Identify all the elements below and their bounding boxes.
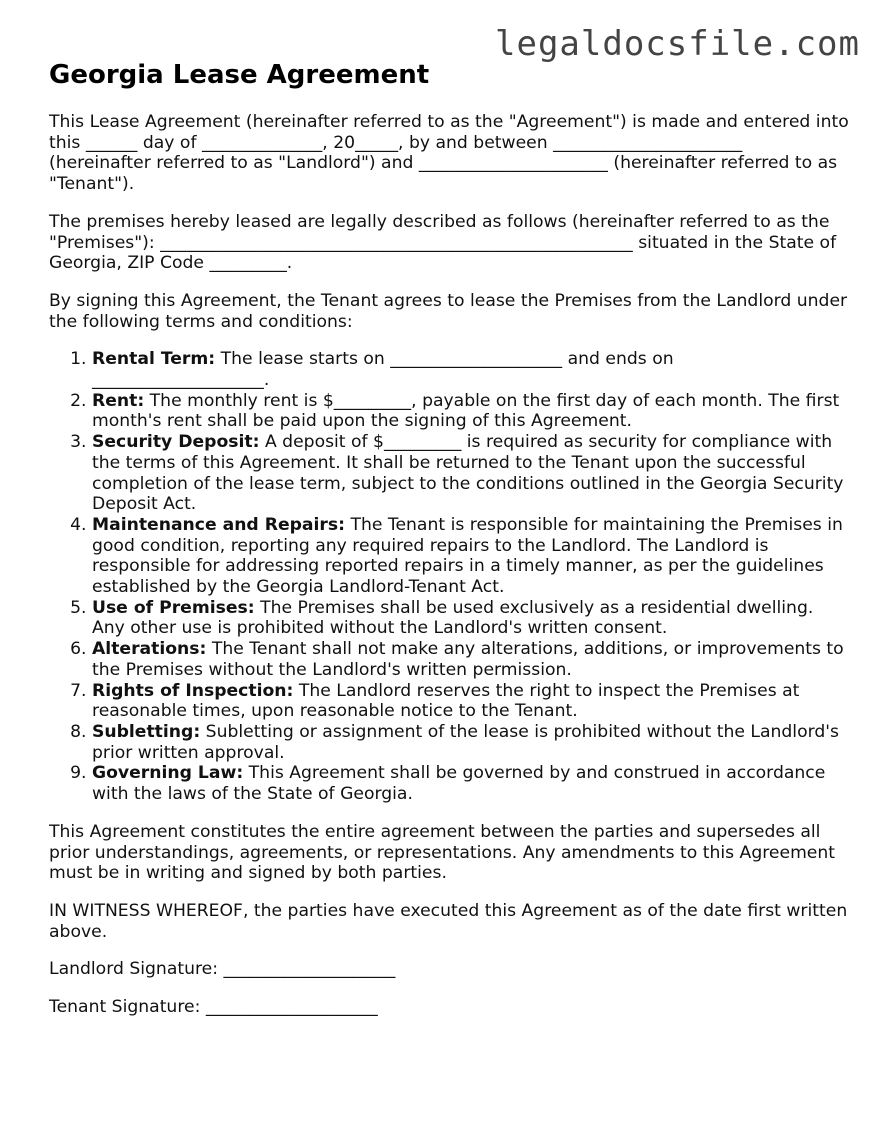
term-item — [92, 598, 849, 639]
term-item — [92, 639, 849, 680]
document-body — [49, 58, 849, 1035]
term-text: The Tenant is responsible for maintaining the Premises in good condition, reporting any required repairs to the Landlord. The Landlord is responsible for addressing reported repairs in a timely manner, as per the guidelines established by the Georgia Landlord-Tenant Act. — [92, 514, 843, 598]
term-heading: Security Deposit: — [92, 432, 260, 453]
term-text: The Premises shall be used exclusively as a residential dwelling. Any other use is prohibited without the Landlord's written consent. — [92, 597, 814, 639]
witness-paragraph: IN WITNESS WHEREOF, the parties have executed this Agreement as of the date first written above. — [49, 900, 848, 942]
term-heading: Alterations: — [92, 639, 207, 660]
term-item — [92, 349, 849, 390]
term-item — [92, 515, 849, 598]
term-item — [92, 432, 849, 515]
term-text: A deposit of $_________ is required as security for compliance with the terms of this Agreement. It shall be returned to the Tenant upon the successful completion of the lease term, subject to the conditions outlined in the Georgia Security Deposit Act. — [92, 432, 844, 515]
term-heading: Rental Term: — [92, 349, 216, 370]
entire-agreement-paragraph: This Agreement constitutes the entire agreement between the parties and supersedes all prior understandings, agreements, or representations. Any amendments to this Agreement must be in writing and signed by both parties. — [49, 821, 836, 884]
term-text: Subletting or assignment of the lease is prohibited without the Landlord's prior written approval. — [92, 721, 839, 763]
term-item — [92, 681, 849, 722]
term-text: The lease starts on ____________________ and ends on ____________________. — [92, 349, 674, 391]
term-text: This Agreement shall be governed by and construed in accordance with the laws of the State of Georgia. — [92, 763, 826, 805]
term-text: The monthly rent is $_________, payable on the first day of each month. The first month's rent shall be paid upon the signing of this Agreement. — [92, 390, 840, 432]
document-title: Georgia Lease Agreement — [49, 60, 430, 90]
tenant-signature-line: Tenant Signature: ____________________ — [49, 997, 378, 1018]
intro-paragraph: This Lease Agreement (hereinafter referred to as the "Agreement") is made and entered into this ______ day of ______________, 20_____, by and between ______________________ (hereinafter referred to as "Landlord") and ______________________ (hereinafter referred to as "Tenant"). — [49, 112, 849, 195]
term-heading: Governing Law: — [92, 763, 244, 784]
premises-paragraph: The premises hereby leased are legally described as follows (hereinafter referred to as the "Premises"): _______________________________________________________ situated in the State of Georgia, ZIP Code _________. — [49, 211, 837, 274]
term-heading: Rent: — [92, 390, 145, 411]
term-heading: Rights of Inspection: — [92, 680, 294, 701]
term-heading: Subletting: — [92, 721, 201, 742]
watermark: legaldocsfile.com — [495, 24, 860, 64]
terms-list — [49, 349, 849, 804]
term-item — [92, 763, 849, 804]
landlord-signature-line: Landlord Signature: ____________________ — [49, 959, 396, 980]
term-heading: Maintenance and Repairs: — [92, 514, 345, 535]
term-item — [92, 391, 849, 432]
term-text: The Landlord reserves the right to inspect the Premises at reasonable times, upon reasonable notice to the Tenant. — [92, 680, 800, 722]
agreement-paragraph: By signing this Agreement, the Tenant agrees to lease the Premises from the Landlord under the following terms and conditions: — [49, 290, 848, 332]
term-heading: Use of Premises: — [92, 597, 255, 618]
term-item — [92, 722, 849, 763]
term-text: The Tenant shall not make any alterations, additions, or improvements to the Premises without the Landlord's written permission. — [92, 639, 844, 680]
